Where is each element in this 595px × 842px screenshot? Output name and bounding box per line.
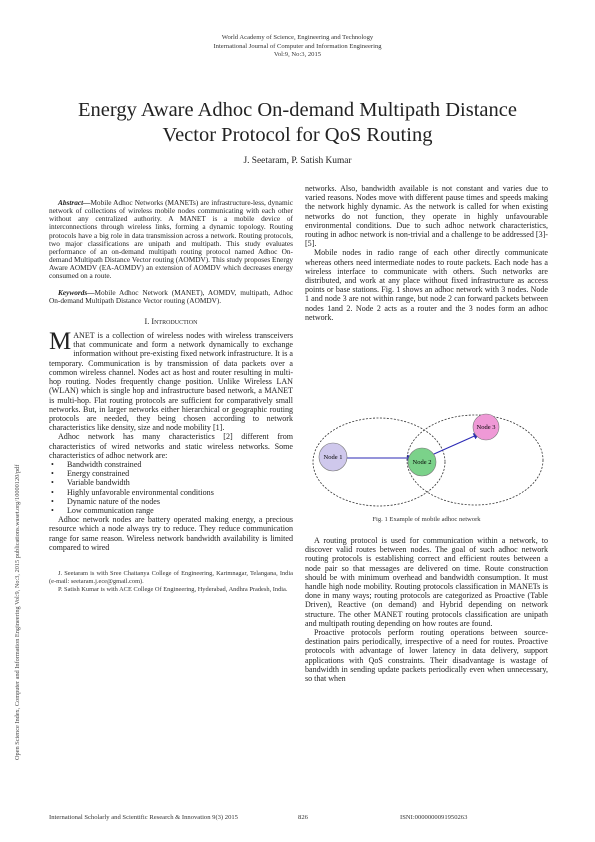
abstract-label: Abstract (58, 198, 84, 207)
paper-title (20, 98, 575, 148)
abstract-text: Mobile Adhoc Networks (MANETs) are infrastructure-less, dynamic network of collections of wireless mobile nodes communicating with each other without any centralized authority. A MANET is a mobile device of interconnections through wireless links, forming a dynamic topology. Routing protocols have a big role in data transmission across a network. Routing protocols, two major classifications are unipath and multipath. This study evaluates performance of an on-demand multipath routing protocol named Adhoc On-demand Multipath Distance Vector routing (AOMDV). This study proposes Energy Aware AOMDV (EA-AOMDV) an extension of AOMDV which decreases energy consumed on a route. (49, 198, 293, 281)
abstract-block (49, 199, 293, 281)
node-3-label: Node 3 (476, 424, 496, 431)
left-column (49, 199, 293, 594)
intro-paragraph-1 (49, 328, 293, 433)
abstract-dash: — (83, 198, 91, 207)
intro-paragraph-1-text: ANET is a collection of wireless nodes with wireless transceivers that communicate and form a network dynamically to exchange information without pre-existing fixed network infrastructure. It is a temporary. Communication is by transmission of data packets over a common wireless channel. Nodes act as host and router resulting in multi-hop routing. Nodes frequently change position. Unlike Wireless LAN (WLAN) which is single hop and infrastructure based network, a MANET is multi-hop. Flat routing protocols are sufficient for comparatively small networks. But, in larger networks either hierarchical or geographic routing protocols are needed, they being chosen according to network characteristics like density, size and node mobility [1]. (49, 331, 293, 433)
characteristics-list (49, 460, 293, 515)
footer-page-number: 826 (298, 814, 308, 821)
characteristic-item: • Bandwidth constrained (49, 460, 293, 469)
intro-paragraph-2: Adhoc network has many characteristics [2] different from characteristics of wired networks and static wireless networks. Some characteristics of adhoc network are: (49, 432, 293, 460)
journal-header-line2: International Journal of Computer and Information Engineering (213, 42, 382, 50)
characteristic-item: • Highly unfavorable environmental conditions (49, 488, 293, 497)
right-column (305, 184, 548, 322)
paper-title-line1: Energy Aware Adhoc On-demand Multipath Distance (78, 99, 517, 121)
journal-header-line1: World Academy of Science, Engineering and Technology (221, 34, 374, 41)
adhoc-network-figure (305, 410, 548, 510)
footer-journal: International Scholarly and Scientific Research & Innovation 9(3) 2015 (49, 814, 238, 821)
right-paragraph-2: Mobile nodes in radio range of each other directly communicate whereas others need intermediate nodes to route packets. Each node has a wireless interface to communicate with others. Such networks are distributed, and work at any place without fixed infrastructure as access points or base stations. Fig. 1 shows an adhoc network with 3 nodes. Node 1 and node 3 are not within range, but node 2 can forward packets between nodes 1and 2. Node 2 acts as a router and the 3 nodes form an adhoc network. (305, 248, 548, 322)
paper-authors: J. Seetaram, P. Satish Kumar (243, 156, 352, 166)
keywords-label: Keywords (58, 287, 88, 297)
node-1-label: Node 1 (323, 454, 343, 461)
figure-caption: Fig. 1 Example of mobile adhoc network (372, 516, 481, 523)
journal-header-line3: Vol:9, No:3, 2015 (273, 51, 322, 59)
keywords-block (49, 289, 293, 305)
keywords-text: Mobile Adhoc Network (MANET), AOMDV, multipath, Adhoc On-demand Multipath Distance Vector routing (AOMDV). (49, 287, 293, 305)
intro-paragraph-3: Adhoc network nodes are battery operated making energy, a precious resource which a node always try to reduce. They reduce communication range for same reason. Wireless network bandwidth availability is limited compared to wired (49, 515, 293, 552)
keywords-dash: — (87, 287, 95, 297)
characteristic-item: • Dynamic nature of the nodes (49, 497, 293, 506)
open-science-sidebar: Open Science Index, Computer and Information Engineering Vol:9, No:3, 2015 publications.waset.org/10000120/pdf (14, 464, 21, 760)
characteristic-item: • Low communication range (49, 506, 293, 515)
node-2-label: Node 2 (412, 459, 432, 466)
author-footnotes (49, 570, 293, 594)
right-paragraph-3: A routing protocol is used for communication within a network, to discover valid routes between nodes. The goal of such adhoc network routing protocols is establishing correct and efficient routes between a node pair so that messages are delivered on time. Route construction should be with minimum overhead and bandwidth consumption. It must handle high node mobility. Routing protocols classification in MANETs is done in many ways; routing protocols are categorized as Proactive (Table Driven), Reactive (on demand) and Hybrid depending on network structure. The other MANET routing protocols classification are unipath and multipath routing depending on how routes are found. (305, 536, 548, 628)
characteristic-item: • Variable bandwidth (49, 478, 293, 487)
journal-header (0, 34, 595, 60)
right-paragraph-4: Proactive protocols perform routing operations between source-destination pairs periodically, irrespective of a need for routes. Proactive protocols with advantage of lower latency in data delivery, support applications with QoS constraints. Their disadvantage is wastage of bandwidth in sending update packets periodically even when unnecessary, so that when (305, 628, 548, 684)
drop-cap: M (49, 328, 72, 356)
right-column-lower (305, 536, 548, 683)
footnote-author-1: J. Seetaram is with Sree Chaitanya College of Engineering, Karimnagar, Telangana, India (e-mail: seetaram.j.ece@gmail.com). (49, 569, 293, 585)
section-heading-introduction (49, 317, 293, 326)
paper-title-line2: Vector Protocol for QoS Routing (162, 124, 433, 146)
characteristic-item: • Energy constrained (49, 469, 293, 478)
section-title: Introduction (151, 316, 198, 326)
footer-isni: ISNI:0000000091950263 (400, 814, 468, 821)
footnote-author-2: P. Satish Kumar is with ACE College Of Engineering, Hyderabad, Andhra Pradesh, India. (58, 585, 288, 593)
section-number: I. (144, 316, 150, 326)
right-paragraph-1: networks. Also, bandwidth available is not constant and varies due to varied reasons. Nodes move with different pause times and speeds making the network highly dynamic. As the network is called for when existing networks do not function, they operate in highly unfavourable environmental conditions. Due to such adhoc network characteristics, routing in adhoc network is non-trivial and a challenge to be addressed [3]-[5]. (305, 184, 548, 249)
